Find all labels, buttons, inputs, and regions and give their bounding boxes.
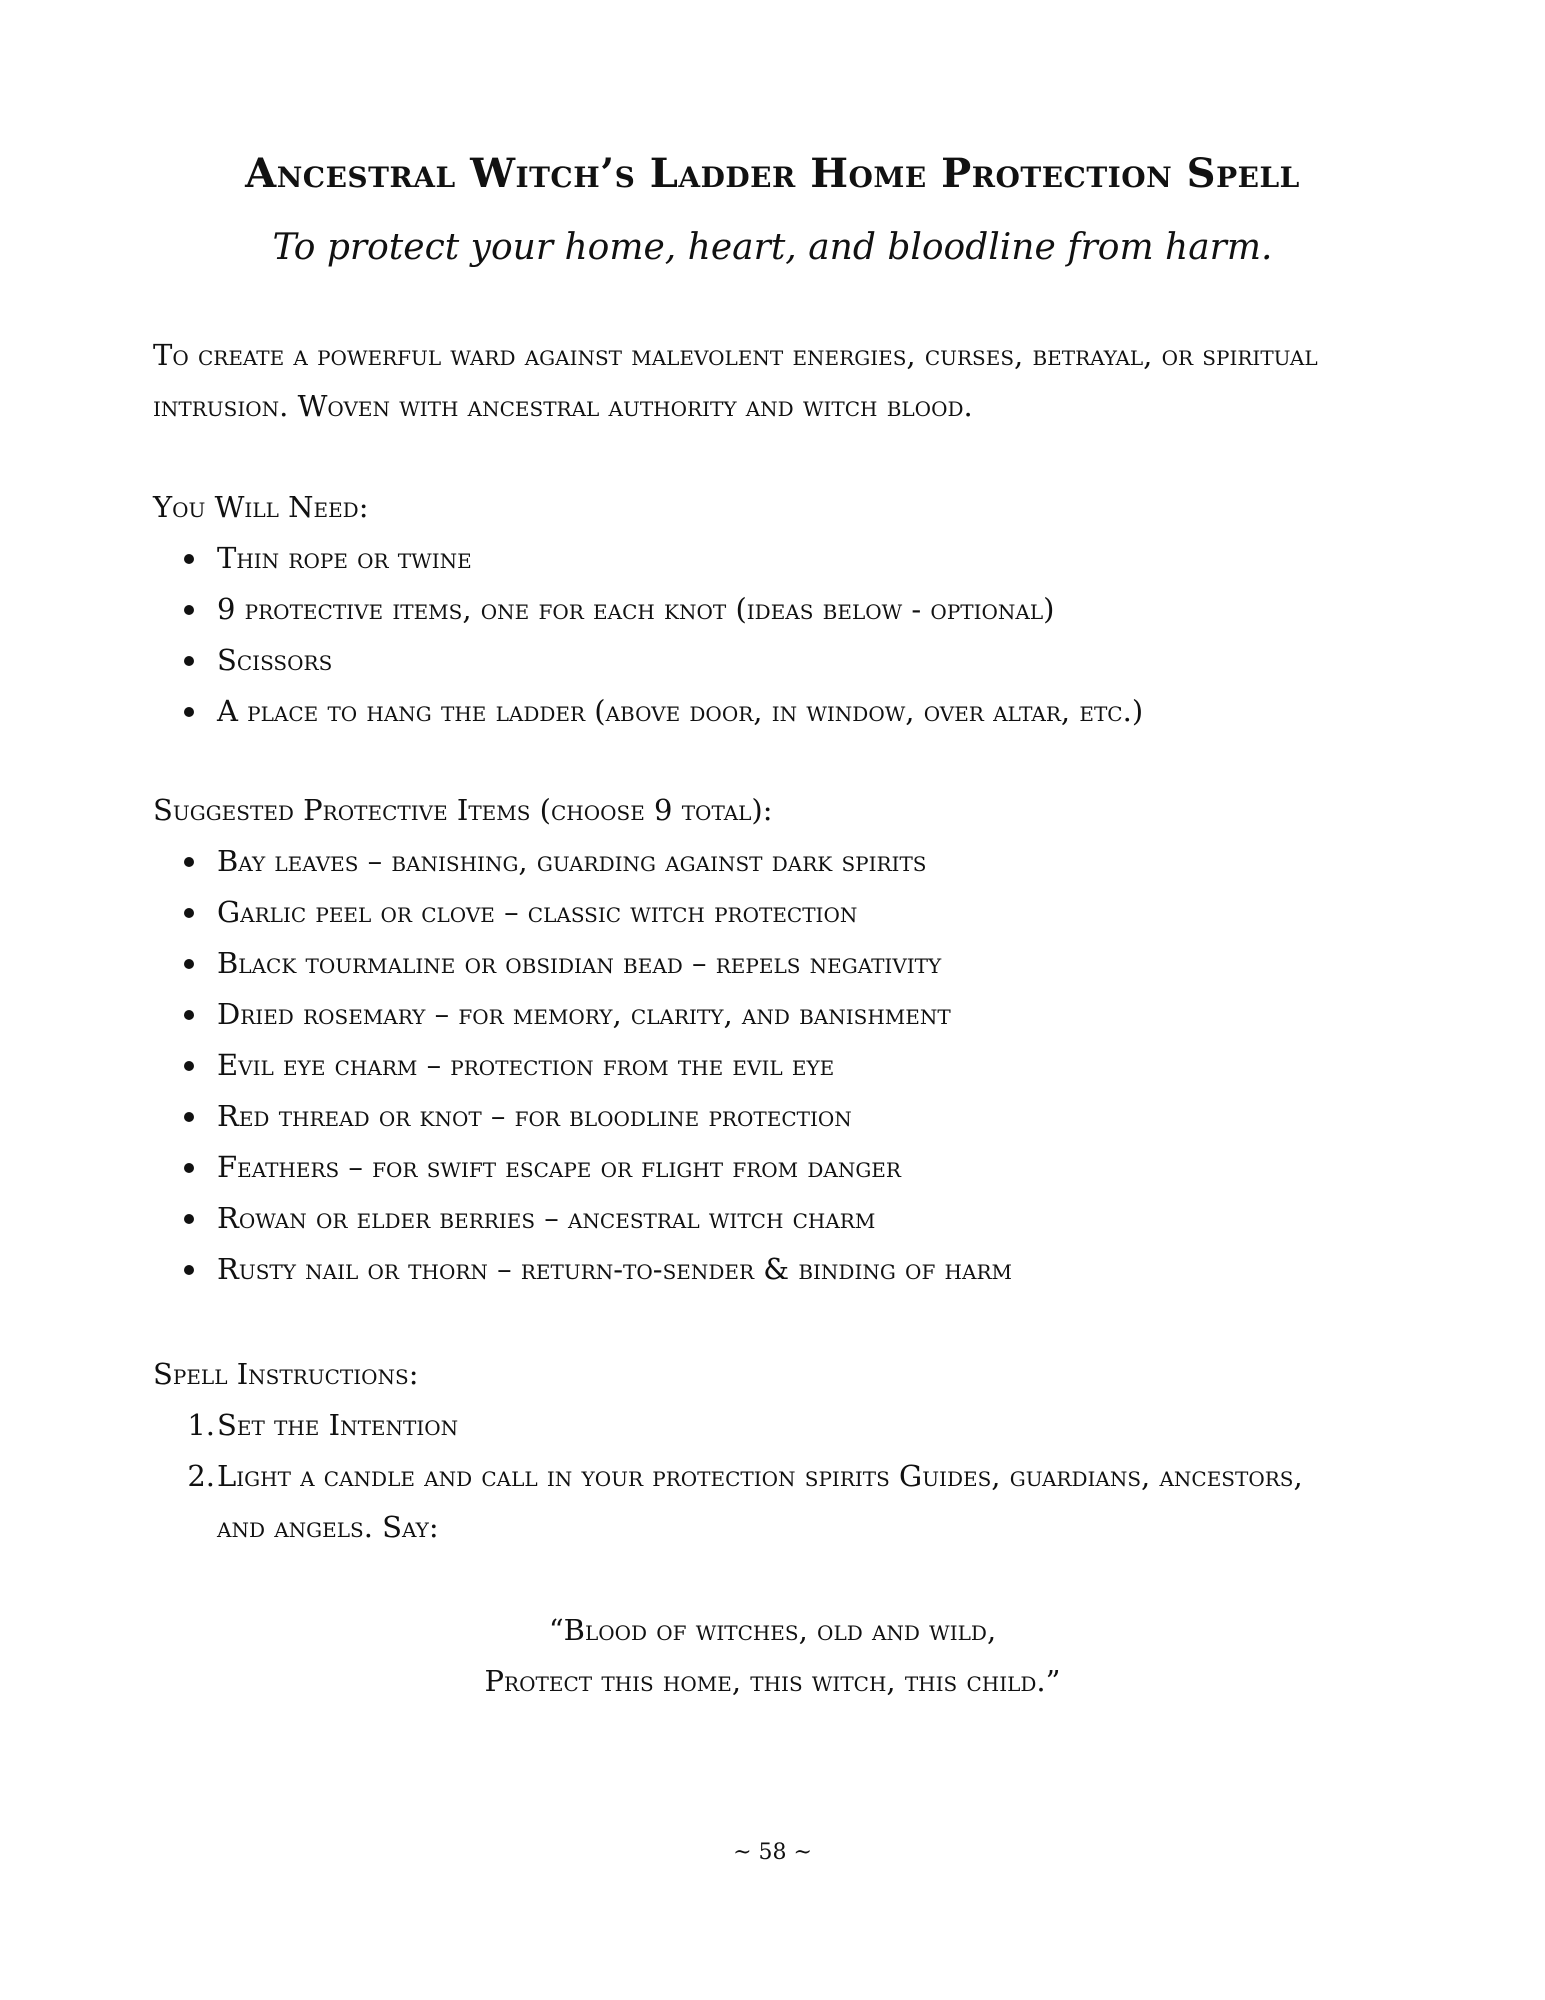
list-item: Scissors bbox=[153, 635, 1143, 686]
instructions-heading: Spell Instructions: bbox=[153, 1357, 419, 1391]
step-text: Light a candle and call in your protection spirits Guides, guardians, ancestors, and angels. Say: bbox=[217, 1459, 1303, 1544]
list-item: Garlic peel or clove – classic witch protection bbox=[153, 887, 1012, 938]
suggested-heading: Suggested Protective Items (choose 9 total): bbox=[153, 793, 773, 827]
page-title: Ancestral Witch’s Ladder Home Protection Spell bbox=[245, 150, 1300, 197]
list-item: Thin rope or twine bbox=[153, 533, 1143, 584]
suggested-list bbox=[153, 836, 1012, 1295]
list-item: Red thread or knot – for bloodline protection bbox=[153, 1091, 1012, 1142]
list-item: Rusty nail or thorn – return-to-sender & binding of harm bbox=[153, 1244, 1012, 1295]
list-item: Evil eye charm – protection from the evil eye bbox=[153, 1040, 1012, 1091]
needs-list bbox=[153, 533, 1143, 737]
step-number: 2. bbox=[187, 1459, 215, 1493]
quote-line: Protect this home, this witch, this child.” bbox=[484, 1664, 1061, 1698]
list-item: 9 protective items, one for each knot (ideas below - optional) bbox=[153, 584, 1143, 635]
list-item: Dried rosemary – for memory, clarity, and banishment bbox=[153, 989, 1012, 1040]
needs-heading: You Will Need: bbox=[153, 490, 369, 524]
step-item bbox=[153, 1451, 1353, 1553]
page-subtitle: To protect your home, heart, and bloodline from harm. bbox=[272, 227, 1273, 268]
list-item: Feathers – for swift escape or flight from danger bbox=[153, 1142, 1012, 1193]
incantation-quote bbox=[0, 1605, 1545, 1707]
page-number: ~ 58 ~ bbox=[733, 1840, 812, 1865]
step-text: Set the Intention bbox=[217, 1408, 459, 1442]
list-item: Bay leaves – banishing, guarding against dark spirits bbox=[153, 836, 1012, 887]
step-item bbox=[153, 1400, 1353, 1451]
intro-paragraph: To create a powerful ward against malevolent energies, curses, betrayal, or spiritual intrusion. Woven with ancestral authority and witch blood. bbox=[153, 338, 1318, 423]
list-item: Black tourmaline or obsidian bead – repels negativity bbox=[153, 938, 1012, 989]
quote-line: “Blood of witches, old and wild, bbox=[548, 1613, 997, 1647]
list-item: Rowan or elder berries – ancestral witch charm bbox=[153, 1193, 1012, 1244]
step-number: 1. bbox=[187, 1408, 215, 1442]
instructions-list bbox=[153, 1400, 1353, 1553]
list-item: A place to hang the ladder (above door, in window, over altar, etc.) bbox=[153, 686, 1143, 737]
